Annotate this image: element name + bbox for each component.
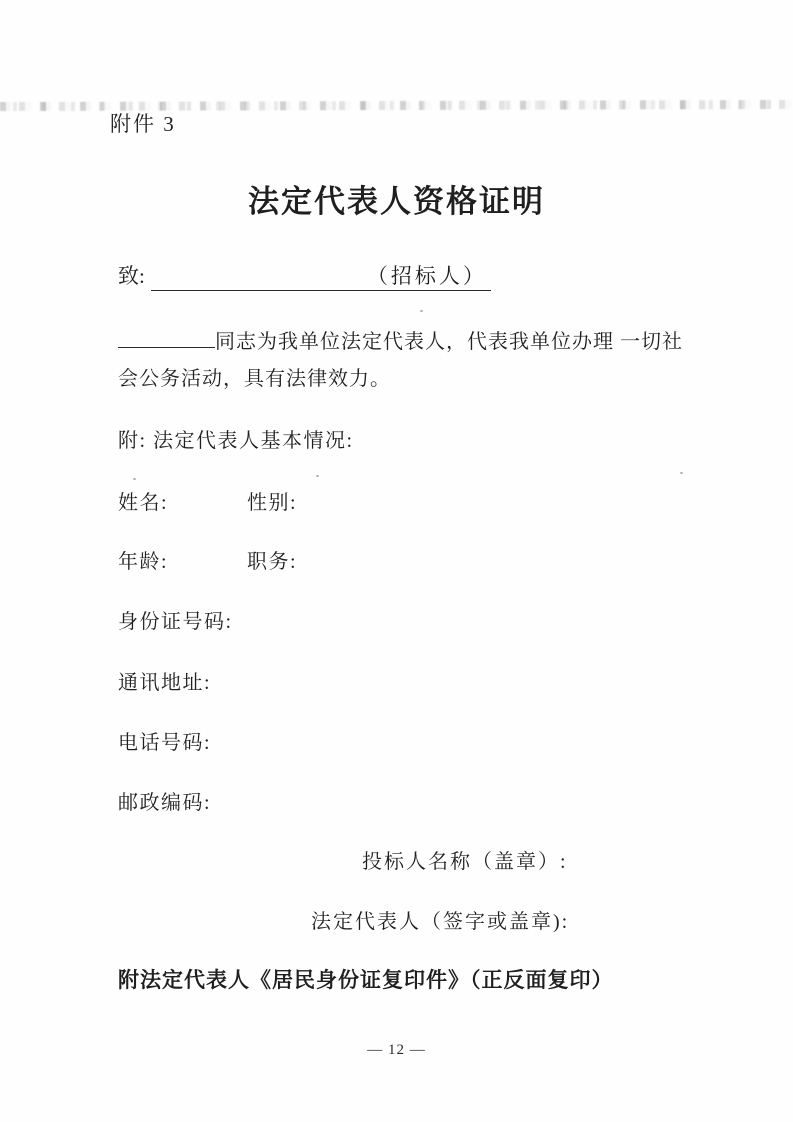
- recipient-hint: （招标人）: [366, 264, 487, 288]
- position-label: 职务:: [247, 551, 298, 573]
- name-label: 姓名:: [118, 492, 169, 514]
- phone-label: 电话号码:: [118, 732, 212, 754]
- name-gender-row: [118, 486, 297, 515]
- page-number: — 12 —: [367, 1042, 426, 1058]
- scan-speck: [133, 478, 136, 480]
- footer-note: 附法定代表人《居民身份证复印件》（正反面复印）: [118, 968, 614, 992]
- scan-speck: [316, 475, 319, 477]
- gender-label: 性别:: [247, 492, 298, 514]
- legal-rep-signature-label: 法定代表人（签字或盖章):: [311, 911, 570, 933]
- scan-speck: [680, 472, 683, 474]
- name-blank-line: [118, 326, 215, 348]
- scan-speck: [420, 310, 423, 312]
- postal-code-label: 邮政编码:: [118, 792, 212, 814]
- document-title: 法定代表人资格证明: [248, 184, 545, 219]
- address-label: 通讯地址:: [118, 672, 212, 694]
- declaration-paragraph: [118, 324, 684, 398]
- attachment-label: 附件 3: [110, 112, 176, 136]
- age-position-row: [118, 545, 297, 574]
- id-number-label: 身份证号码:: [118, 611, 233, 633]
- age-label: 年龄:: [118, 551, 169, 573]
- bidder-seal-label: 投标人名称（盖章）:: [362, 851, 568, 873]
- basic-info-heading: 附: 法定代表人基本情况:: [118, 430, 354, 452]
- addressee-label: 致:: [118, 264, 145, 288]
- addressee-line: [118, 260, 491, 291]
- declaration-line1: 同志为我单位法定代表人，代表我单位办理: [215, 331, 614, 353]
- addressee-blank-line: [151, 260, 491, 291]
- declaration-line2: 一切社会公务活动，具有法律效力。: [118, 331, 683, 390]
